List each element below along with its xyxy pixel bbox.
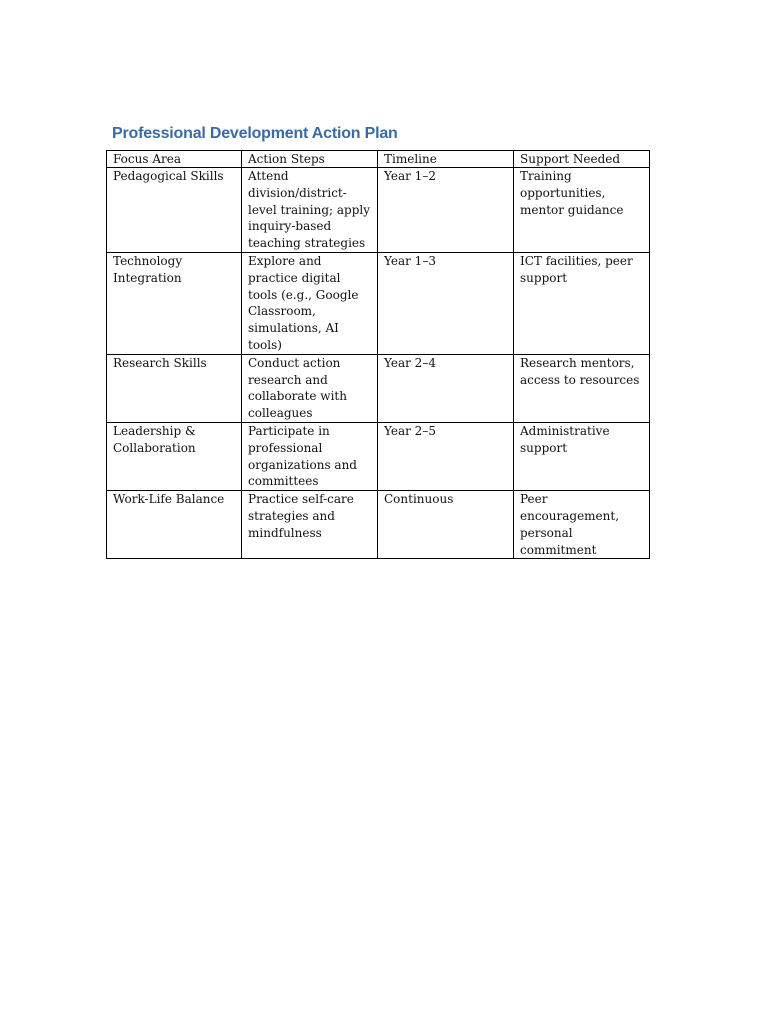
support-needed-cell: Administrative support [514,422,650,490]
action-steps-cell: Practice self-care strategies and mindfulness [242,491,378,559]
table-row [107,168,650,253]
action-plan-table [106,150,650,559]
table-row [107,491,650,559]
timeline-cell: Year 2–5 [378,422,514,490]
timeline-cell: Year 1–2 [378,168,514,253]
focus-area-cell: Pedagogical Skills [107,168,242,253]
timeline-cell: Year 1–3 [378,252,514,354]
support-needed-cell: Training opportunities, mentor guidance [514,168,650,253]
column-header-timeline: Timeline [378,151,514,168]
focus-area-cell: Research Skills [107,354,242,422]
table-row [107,422,650,490]
focus-area-cell: Leadership & Collaboration [107,422,242,490]
column-header-focus-area: Focus Area [107,151,242,168]
action-steps-cell: Conduct action research and collaborate with colleagues [242,354,378,422]
focus-area-cell: Technology Integration [107,252,242,354]
action-steps-cell: Participate in professional organizations and committees [242,422,378,490]
timeline-cell: Year 2–4 [378,354,514,422]
column-header-support-needed: Support Needed [514,151,650,168]
table-row [107,354,650,422]
table-header-row [107,151,650,168]
action-steps-cell: Attend division/district-level training; apply inquiry-based teaching strategies [242,168,378,253]
table-row [107,252,650,354]
document-title: Professional Development Action Plan [112,125,398,142]
column-header-action-steps: Action Steps [242,151,378,168]
action-steps-cell: Explore and practice digital tools (e.g., Google Classroom, simulations, AI tools) [242,252,378,354]
support-needed-cell: Research mentors, access to resources [514,354,650,422]
timeline-cell: Continuous [378,491,514,559]
focus-area-cell: Work-Life Balance [107,491,242,559]
support-needed-cell: Peer encouragement, personal commitment [514,491,650,559]
support-needed-cell: ICT facilities, peer support [514,252,650,354]
